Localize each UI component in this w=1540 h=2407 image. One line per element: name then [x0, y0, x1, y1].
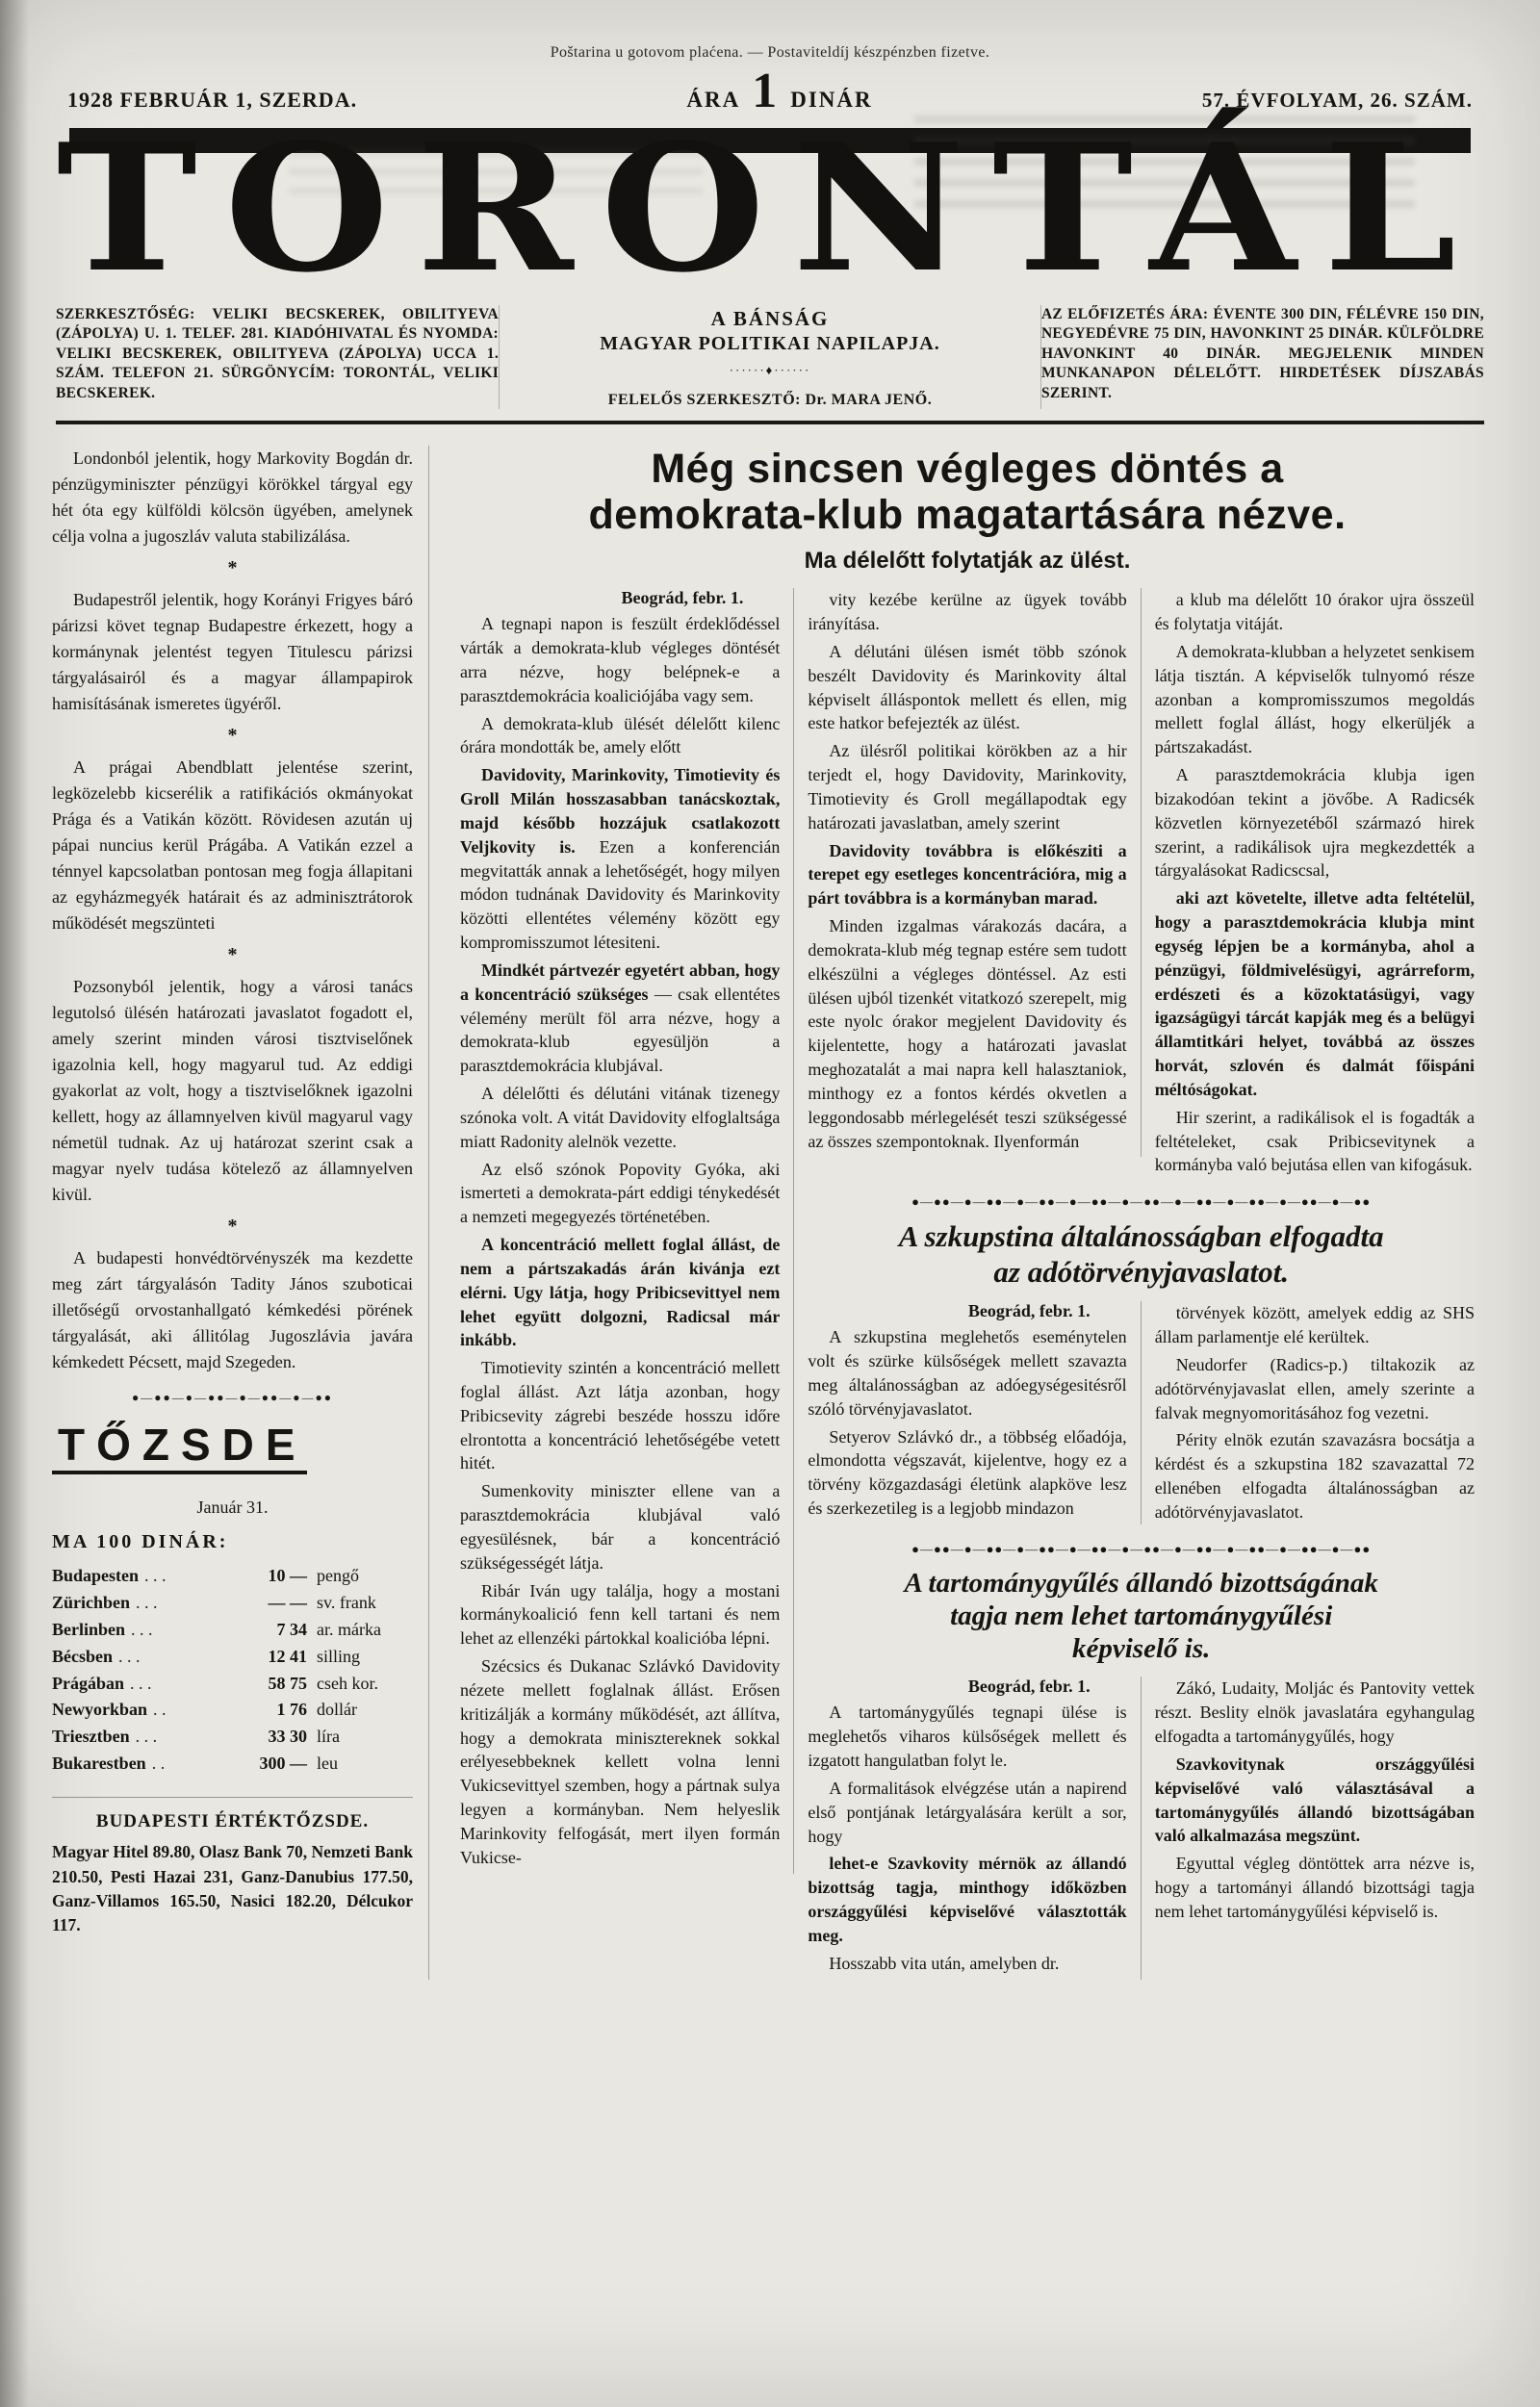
rate-city: Newyorkban	[52, 1700, 148, 1720]
article3-column2	[1142, 1677, 1488, 1927]
article1-columns-2-3	[794, 588, 1488, 1181]
paragraph: A szkupstina meglehetős eseménytelen volt és szürke külsőségek mellett szavazta meg általánosságban az adóegységesitésről szóló törvényjavaslatot.	[808, 1327, 1127, 1419]
editor-line: FELELŐS SZERKESZTŐ: Dr. MARA JENŐ.	[607, 392, 933, 408]
budapest-exchange-title: BUDAPESTI ÉRTÉKTŐZSDE.	[52, 1797, 413, 1832]
dateline: Beográd, febr. 1.	[967, 1677, 1091, 1697]
rate-city: Budapesten	[52, 1566, 140, 1585]
postage-notice: Poštarina u gotovom plaćena. — Postaviteldíj készpénzben fizetve.	[550, 44, 990, 61]
star-separator: *	[227, 944, 238, 965]
rate-value: — —	[268, 1592, 307, 1612]
rate-unit: silling	[317, 1646, 361, 1666]
paragraph: A tartománygyűlés tegnapi ülése is meglehetős viharos külsőségek mellett és izgatott hangulatban folyt le.	[808, 1703, 1127, 1771]
paragraph: Hosszabb vita után, amelyben dr.	[829, 1953, 1060, 1973]
paragraph: Périty elnök ezután szavazásra bocsátja a kérdést és a szkupstina 182 szavazattal 72 ellenében elfogadta általánosságban az adótörvényjavaslatot.	[1154, 1430, 1475, 1522]
headline-line2: demokrata-klub magatartására nézve.	[588, 492, 1347, 539]
dot-leader: . . .	[130, 1673, 152, 1693]
rate-value: 33 30	[268, 1727, 307, 1747]
rate-city: Prágában	[52, 1673, 125, 1693]
subtitle-block	[499, 305, 1041, 409]
dot-leader: . .	[151, 1754, 166, 1774]
paragraph: A parasztdemokrácia klubja igen bizakodóan tekint a jövőbe. A Radicsék közvetlen környezetéből származó hirek szerint, a radikálisok ujra megkezdették a tárgyalásokat Radicscsal,	[1154, 765, 1475, 881]
paragraph: Neudorfer (Radics-p.) tiltakozik az adótörvényjavaslat ellen, amely szerinte a falvak megnyomoritásához fog vezetni.	[1154, 1355, 1475, 1422]
rate-city: Bukarestben	[52, 1754, 146, 1774]
star-separator: *	[227, 557, 238, 578]
dot-leader: . . .	[144, 1566, 167, 1585]
paragraph: Az első szónok Popovity Gyóka, aki ismerteti a demokrata-párt eddigi ténykedését a nemzeti megegyezés történetében.	[460, 1159, 781, 1227]
masthead	[56, 105, 1484, 311]
subscription-info: AZ ELŐFIZETÉS ÁRA: ÉVENTE 300 DIN, FÉLÉVRE 150 DIN, NEGYEDÉVRE 75 DIN, HAVONKINT 25 DINÁR. KÜLFÖLDRE HAVONKINT 40 DINÁR. MEGJELENIK MINDEN MUNKANAPON DÉLELŐTT. HIRDETÉSEK DÍJSZABÁS SZERINT.	[1040, 306, 1484, 401]
paragraph: A délelőtti és délutáni vitának tizenegy szónoka volt. A vitát Davidovity elfoglaltsága miatt Radonity alelnök vezette.	[460, 1084, 781, 1151]
subtitle-line2: MAGYAR POLITIKAI NAPILAPJA.	[600, 333, 940, 354]
paragraph: A formalitások elvégzése után a napirend első pontjának letárgyalására került a sor, hogy	[808, 1778, 1127, 1846]
paragraph: Timotievity szintén a koncentráció mellett foglal állást. Azt látja azonban, hogy Pribicsevity zágrebi beszéde hosszu időre elrontotta a koncentráció lehetőségébe vetett hitét.	[460, 1358, 781, 1473]
paragraph: Ribár Iván ugy találja, hogy a mostani kormánykoalició fenn kell tartani és nem lehet az ellenzéki pártokkal koalicióba lépni.	[460, 1580, 781, 1649]
paragraph: lehet-e Szavkovity mérnök az állandó bizottság tagja, minthogy időközben országgyűlési képviselővé választották meg.	[808, 1854, 1127, 1945]
volume-issue: 57. ÉVFOLYAM, 26. SZÁM.	[1201, 89, 1473, 112]
news-brief: A budapesti honvédtörvényszék ma kezdette meg zárt tárgyalásón Tadity János szuboticai illetőségű orvostanhallgató kémkedési pörének tárgyalását, aki állitólag Jugoszlávia javára kémkedett Pécsett, majd Szegeden.	[52, 1248, 413, 1371]
rate-row	[52, 1671, 413, 1698]
rate-city: Bécsben	[52, 1646, 113, 1666]
paragraph: Zákó, Ludaity, Moljác és Pantovity vettek részt. Beslity elnök javaslatára egyhangulag elfogadta a tartománygyűlés, hogy	[1154, 1678, 1475, 1747]
article2-headline	[794, 1219, 1488, 1290]
exchange-date: Január 31.	[196, 1498, 269, 1517]
issue-date: 1928 FEBRUÁR 1, SZERDA.	[67, 88, 358, 112]
rate-unit: leu	[317, 1754, 338, 1774]
article1-column2	[794, 588, 1141, 1157]
article1-column1	[447, 588, 794, 1873]
paragraph: Egyuttal végleg döntöttek arra nézve is, hogy a tartományi állandó bizottsági tagja nem lehet tartománygyűlési képviselő is.	[1154, 1854, 1475, 1921]
paragraph: Sumenkovity miniszter ellene van a parasztdemokrácia klubjával való egyesülésnek, bár a koncentráció szükségességét látja.	[460, 1481, 781, 1573]
stock-exchange-section	[52, 1415, 413, 1938]
rate-value: 12 41	[268, 1646, 307, 1666]
headline-line2: tagja nem lehet tartománygyűlési	[950, 1600, 1333, 1632]
content	[0, 424, 1540, 1980]
paragraph: A demokrata-klub ülését délelőtt kilenc órára mondották be, amely előtt	[460, 713, 781, 757]
paragraph: A demokrata-klubban a helyzetet senkisem látja tisztán. A képviselők tulnyomó része azonban a kompromisszumos megoldás mellett foglal állást, hogy elkerüljék a pártszakadást.	[1154, 641, 1475, 757]
article3	[794, 1567, 1488, 1980]
news-brief: Pozsonyból jelentik, hogy a városi tanács legutolsó ülésén határozati javaslatot fogadott el, amely szerint minden városi tisztviselőnek igazolnia kell, hogy magyarul tud. Az eddigi gyakorlat az volt, hogy a tisztviselőknek igazolni kellett, hogy az államnyelven kivül magyarul vagy németül tudnak. Az uj határozat szerint csak a magyar nyelv tudása kötelező az államnyelven kivül.	[52, 977, 413, 1204]
rate-unit: líra	[317, 1727, 340, 1747]
infobar	[56, 305, 1484, 424]
main-subhead: Ma délelőtt folytatják az ülést.	[804, 548, 1131, 575]
article3-column1	[794, 1677, 1141, 1979]
headline-line3: képviselő is.	[1072, 1633, 1211, 1665]
paragraph: A délutáni ülésen ismét több szónok beszélt Davidovity és Marinkovity által képviselt álláspontok mellett és ellen, mig este hatkor befejezték az ülést.	[808, 641, 1127, 733]
price-prefix: ÁRA	[686, 88, 741, 112]
price-suffix: DINÁR	[790, 88, 873, 112]
rate-value: 7 34	[276, 1619, 307, 1639]
rate-row	[52, 1751, 413, 1778]
editorial-office-info: SZERKESZTŐSÉG: VELIKI BECSKEREK, OBILITYEVA (ZÁPOLYA) U. 1. TELEF. 281. KIADÓHIVATAL ÉS NYOMDA: VELIKI BECSKEREK, OBILITYEVA (ZÁPOLYA) UCCA 1. SZÁM. TELEFON 21. SÜRGÖNYCÍM: TORONTÁL, VELIKI BECSKEREK.	[56, 306, 500, 401]
dot-leader: . .	[153, 1700, 167, 1720]
headline-line2: az adótörvényjavaslatot.	[993, 1254, 1289, 1289]
main-headline	[447, 446, 1488, 538]
exchange-rate-table	[52, 1563, 413, 1778]
article3-columns	[794, 1677, 1488, 1979]
stock-section-title: TŐZSDE	[52, 1419, 307, 1474]
rate-unit: dollár	[317, 1700, 357, 1720]
dot-leader: . . .	[136, 1592, 158, 1612]
rate-unit: pengő	[317, 1566, 359, 1585]
rate-unit: cseh kor.	[317, 1673, 378, 1693]
paragraph: Setyerov Szlávkó dr., a többség előadója, elmondotta végszavát, kijelentve, hogy ez a törvény közgazdasági életünk alapköve lesz és szerkezetileg is a legjobb mindazon	[808, 1426, 1127, 1519]
article3-headline	[794, 1567, 1488, 1666]
paragraph: aki azt követelte, illetve adta feltételül, hogy a parasztdemokrácia klubja mint egység lépjen be a kormányba, ahol a pénzügyi, földmivelésügyi, agrárreform, erdészeti és a közoktatásügyi, vagy igazságügyi tárcát kapják meg és a belügyi államtitkári helyet, továbbá az összes horvát, szlovén és dalmát főispáni méltóságokat.	[1154, 888, 1475, 1099]
paragraph: Szécsics és Dukanac Szlávkó Davidovity nézete mellett foglalnak állást. Erősen kritizálják a kormány működését, azt állítva, hogy a demokrata minisztereknek sokkal erélyesebbeknek kellett volna lenni Vukicsevittyel szemben, hogy a pártnak sulya legyen a kormányban. Nem helyeslik Marinkovity felfogását, mert ilyen formán Vukicse-	[460, 1656, 781, 1867]
paragraph: a klub ma délelőtt 10 órakor ujra összeül és folytatja vitáját.	[1154, 590, 1475, 634]
newspaper-title: TORONTÁL	[56, 105, 1484, 311]
paragraph: Az ülésről politikai körökben az a hir terjedt el, hogy Davidovity, Marinkovity, Timotievity és Groll megállapodtak egy határozati javaslatban, amely szerint	[808, 741, 1127, 832]
dot-leader: . . .	[135, 1727, 158, 1747]
rate-row	[52, 1644, 413, 1671]
dot-leader: . . .	[131, 1619, 153, 1639]
rate-row	[52, 1590, 413, 1617]
article1	[447, 588, 1488, 1979]
price-number: 1	[752, 64, 780, 118]
paragraph: A koncentráció mellett foglal állást, de nem a pártszakadás árán kivánja ezt elérni. Ugy látja, hogy Pribicsevittyel nem lehet együtt dolgozni, Radicsal már inkább.	[460, 1235, 781, 1350]
headline-line1: A tartománygyűlés állandó bizottságának	[904, 1567, 1378, 1599]
paragraph: Szavkovitynak országgyűlési képviselővé való választásával a tartománygyűlés állandó bizottságában való alkalmazása megszünt.	[1154, 1754, 1475, 1846]
article2-column1	[794, 1301, 1141, 1524]
subtitle-separator: ······♦······	[729, 363, 811, 377]
rate-row	[52, 1617, 413, 1644]
news-brief: Budapestről jelentik, hogy Korányi Frigyes báró párizsi követ tegnap Budapestre érkezett, hogy a kormánynak jelentést tegyen Titulescu párizsi tárgyalásairól és a magyar állampapirok hamisításának ismeretes ügyéről.	[52, 590, 413, 713]
star-separator: *	[227, 725, 238, 746]
rate-city: Berlinben	[52, 1619, 126, 1639]
exchange-heading: MA 100 DINÁR:	[52, 1531, 229, 1552]
rate-value: 300 —	[259, 1754, 307, 1774]
paragraph: Davidovity, Marinkovity, Timotievity és Groll Milán hosszasabban tanácskoztak, majd később hozzájuk csatlakozott Veljkovity is. Ezen a konferencián megvitatták annak a lehetőségét, hogy milyen módon tudnának Davidovity és Marinkovity közötti ellentétes vélemény között egy kompromisszumot létesiteni.	[460, 765, 781, 953]
dateline: Beográd, febr. 1.	[621, 588, 744, 608]
left-news-column	[52, 446, 429, 1980]
article2-columns	[794, 1301, 1488, 1527]
rate-value: 1 76	[276, 1700, 307, 1720]
rate-unit: sv. frank	[317, 1592, 376, 1612]
article2	[794, 1219, 1488, 1528]
rate-value: 10 —	[268, 1566, 307, 1585]
news-brief: Londonból jelentik, hogy Markovity Bogdán dr. pénzügyminiszter pénzügyi körökkel tárgyal egy hét óta egy külföldi kölcsön ügyében, amelynek célja volna a jugoszláv valuta stabilizálása.	[52, 448, 413, 546]
right-article-area	[794, 588, 1488, 1979]
main-articles	[429, 446, 1488, 1980]
rate-row	[52, 1697, 413, 1724]
paragraph: Minden izgalmas várakozás dacára, a demokrata-klub még tegnap estére sem tudott elkészülni a végleges döntéssel. Az esti ülésen ujból tizenkét vitatkozó szerepelt, mig este nyolc órakor megjelent Davidovity és kijelentette, hogy a határozati javaslat meghozatalát a mai napra kell halasztaniok, minthogy ez a fontos kérdés okvetlen a leggondosabb mérlegelését teszi szükségessé az összes szempontoknak. Ilyenformán	[808, 916, 1127, 1151]
subtitle-line1: A BÁNSÁG	[710, 307, 830, 330]
news-brief: A prágai Abendblatt jelentése szerint, legközelebb kicserélik a ratifikációs okmányokat Prága és a Vatikán között. Rövidesen azután uj pápai nuncius kerül Prágába. A Vatikán ezzel a ténnyel kapcsolatban pontosan meg fogja állapitani az egyházmegyék határait és az adminisztrátorok működését megszünteti	[52, 757, 413, 933]
paragraph: vity kezébe kerülne az ügyek tovább irányítása.	[808, 590, 1127, 634]
paragraph: törvények között, amelyek eddig az SHS állam parlamentje elé kerültek.	[1154, 1303, 1475, 1347]
rate-value: 58 75	[268, 1673, 307, 1693]
section-separator: ●—●●—●—●●—●—●●—●—●●	[132, 1391, 333, 1404]
rate-row	[52, 1724, 413, 1751]
article-separator: ●—●●—●—●●—●—●●—●—●●—●—●●—●—●●—●—●●—●—●●—●—●●	[911, 1541, 1372, 1556]
stock-quotes: Magyar Hitel 89.80, Olasz Bank 70, Nemzeti Bank 210.50, Pesti Hazai 231, Ganz-Danubius 177.50, Ganz-Villamos 165.50, Nasici 182.20, Délcukor 117.	[52, 1842, 413, 1935]
headline-line1: Még sincsen végleges döntés a	[651, 446, 1284, 492]
rate-city: Zürichben	[52, 1592, 131, 1612]
rate-unit: ar. márka	[317, 1619, 381, 1639]
headline-line1: A szkupstina általánosságban elfogadta	[898, 1219, 1384, 1254]
rate-row	[52, 1563, 413, 1590]
paragraph: Davidovity továbbra is előkésziti a terepet egy esetleges koncentrációra, mig a párt továbbra is a kormányban marad.	[808, 840, 1127, 909]
article-separator: ●—●●—●—●●—●—●●—●—●●—●—●●—●—●●—●—●●—●—●●—●—●●	[911, 1194, 1372, 1210]
dot-leader: . . .	[118, 1646, 141, 1666]
rate-city: Triesztben	[52, 1727, 130, 1747]
star-separator: *	[227, 1216, 238, 1237]
dateline: Beográd, febr. 1.	[967, 1301, 1091, 1321]
article2-column2	[1142, 1301, 1488, 1527]
paragraph: A tegnapi napon is feszült érdeklődéssel várták a demokrata-klub végleges döntését arra nézve, hogy belépnek-e a parasztdemokrácia koaliciójába vagy sem.	[460, 614, 781, 705]
paragraph: Mindkét pártvezér egyetért abban, hogy a koncentráció szükséges — csak ellentétes vélemény merült föl arra nézve, hogy a demokrata-klub egyesüljön a parasztdemokrácia klubjával.	[460, 960, 781, 1076]
paragraph: Hir szerint, a radikálisok el is fogadták a feltételeket, csak Pribicsevitynek a kormányba való bejutása ellen van kifogásuk.	[1154, 1107, 1475, 1175]
article1-column3	[1142, 588, 1488, 1181]
